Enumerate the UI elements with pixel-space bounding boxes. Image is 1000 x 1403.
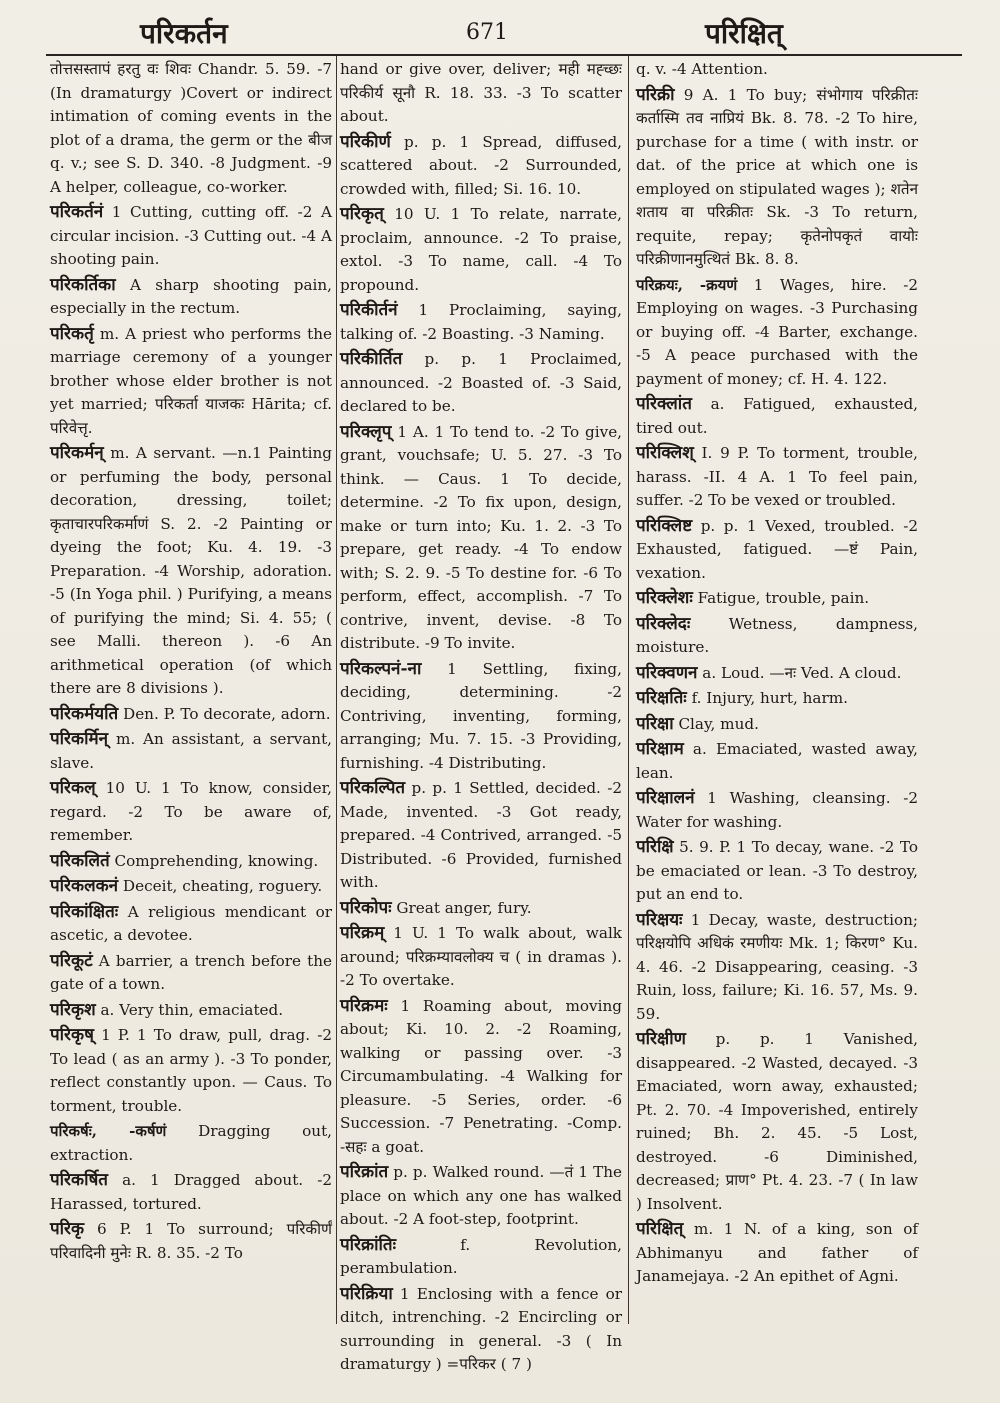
headword: परिकर्तृ [50,323,94,344]
definition-text: Wetness, dampness, moisture. [636,614,918,656]
definition-text: 10 U. 1 To relate, narrate, proclaim, announce. -2 To praise, extol. -3 To name, call. -4 To propound. [340,205,622,294]
definition-text: 1 Enclosing with a fence or ditch, intrenching. -2 Encircling or surrounding in general. -3 ( In dramaturgy ) =परिकर ( 7 ) [340,1284,623,1373]
headword: परिक्री [636,84,675,105]
headword: परिकर्षित [50,1170,108,1190]
headword: परिकृष् [50,1025,94,1045]
dictionary-entry [50,58,332,199]
dictionary-entry [50,901,332,948]
dictionary-entry [50,703,332,727]
headword: परिक्षित् [636,1219,684,1239]
headword: परिकलितं [50,850,110,871]
headword: परिक्रम् [340,923,385,943]
dictionary-entry [340,58,622,129]
headword: परिक्रिया [340,1283,393,1304]
dictionary-entry [50,323,332,441]
definition-text: p. p. 1 Spread, diffused, scattered about. -2 Surrounded, crowded with, filled; Si. 16. 10. [340,132,622,198]
dictionary-entry [50,442,332,701]
dictionary-entry [636,84,918,272]
dictionary-entry [50,875,332,899]
definition-text: m. A priest who performs the marriage ceremony of a younger brother whose elder brother is not yet married; परिकर्ता याजकः Hārita; cf. परिवेत्तृ. [50,324,332,437]
headword: परिकल् [50,778,96,798]
headword: परिकीर्तनं [340,300,398,320]
dictionary-entry [340,897,622,921]
dictionary-entry [340,299,622,346]
definition-text: a. Emaciated, wasted away, lean. [636,740,918,782]
headword: परिक्लेशः [636,588,693,608]
dictionary-entry [636,58,918,82]
definition-text: A sharp shooting pain, especially in the rectum. [50,275,333,317]
definition-text: 1 U. 1 To walk about, walk around; परिक्रम्यावलोक्य च ( in dramas ). -2 To overtake. [340,924,623,989]
definition-text: Comprehending, knowing. [114,851,319,870]
dictionary-entry [340,777,622,895]
headword: परिकर्मयति [50,703,119,724]
header-rule [46,54,962,56]
headword: परिक्रयः, -क्रयणं [636,275,738,294]
headword: परिक्वणन [636,662,698,683]
headword: परिक्रमः [340,995,388,1016]
definition-text: 1 P. 1 To draw, pull, drag. -2 To lead ( as an army ). -3 To ponder, reflect constantly upon. — Caus. To torment, trouble. [50,1026,332,1115]
definition-text: Deceit, cheating, roguery. [122,877,323,895]
headword: परिक्षाम [636,739,684,759]
definition-text: 1 Roaming about, moving about; Ki. 10. 2. -2 Roaming, walking or passing over. -3 Circumambulating. -4 Walking for pleasure. -5 Series, order. -6 Succession. -7 Penetrating. -Comp. -सहः a goat. [340,996,622,1156]
dictionary-entry [636,1028,918,1216]
definition-text: 6 P. 1 To surround; परिकीर्णं परिवादिनी मुनेः R. 8. 35. -2 To [50,1220,333,1262]
dictionary-entry [50,950,332,997]
definition-text: A barrier, a trench before the gate of a town. [50,951,332,993]
dictionary-entry [340,203,622,297]
headword: परिक्षीण [636,1029,686,1049]
definition-text: Den. P. To decorate, adorn. [123,704,331,723]
dictionary-entry [340,922,622,993]
running-head-left: परिकर्तन [140,17,228,50]
definition-text: p. p. 1 Proclaimed, announced. -2 Boasted of. -3 Said, declared to be. [340,350,622,415]
definition-text: f. Injury, hurt, harm. [691,689,848,707]
dictionary-entry [50,1024,332,1118]
headword: परिक्रांतिः [340,1234,396,1255]
headword: परिकल्पित [340,778,406,798]
dictionary-entry [50,201,332,272]
dictionary-entry [50,274,332,321]
headword: परिकल्पनं-ना [340,658,422,679]
definition-text: 5. 9. P. 1 To decay, wane. -2 To be emaciated or lean. -3 To destroy, put an end to. [636,838,918,903]
dictionary-entry [636,909,918,1027]
dictionary-entry [636,613,918,660]
definition-text: A religious mendicant or ascetic, a devotee. [50,902,333,944]
headword: परिक्रांत [340,1162,389,1182]
definition-text: m. An assistant, a servant, slave. [50,730,332,772]
dictionary-entry [50,777,332,848]
definition-text: I. 9 P. To torment, trouble, harass. -II. 4 A. 1 To feel pain, suffer. -2 To be vexed or troubled. [636,444,919,509]
headword: परिक्षालनं [636,788,695,808]
dictionary-entry [636,713,918,737]
definition-text: 1 Decay, waste, destruction; परिक्षयोपि अधिकं रमणीयः Mk. 1; किरण° Ku. 4. 46. -2 Disappearing, ceasing. -3 Ruin, loss, failure; Ki. 16. 57, Ms. 9. 59. [636,910,919,1023]
headword: परिक्लेदः [636,613,691,634]
headword: परिक्षतिः [636,688,687,708]
dictionary-entry [50,999,332,1023]
headword: परिक्षयः [636,909,683,930]
dictionary-entry [50,728,332,775]
definition-text: Fatigue, trouble, pain. [697,589,870,607]
definition-text: 9 A. 1 To buy; संभोगाय परिक्रीतः कर्तास्मि तव नाप्रियं Bk. 8. 78. -2 To hire, purchase for a time ( with instr. or dat. of the price at which one is employed on stipulated wages ); शतेन शताय वा परिक्रीतः Sk. -3 To return, requite, repay; कृतेनोपकृतं वायोः परिक्रीणानमुत्थितं Bk. 8. 8. [636,85,918,268]
dictionary-entry [636,587,918,611]
definition-text: f. Revolution, perambulation. [340,1235,622,1277]
headword: परिकृश [50,999,96,1020]
definition-text: 1 Cutting, cutting off. -2 A circular incision. -3 Cutting out. -4 A shooting pain. [50,203,333,268]
dictionary-entry [636,836,918,907]
definition-text: a. Very thin, emaciated. [100,1000,284,1019]
definition-text: m. 1 N. of a king, son of Abhimanyu and father of Janamejaya. -2 An epithet of Agni. [636,1220,918,1285]
dictionary-entry [50,1120,332,1167]
headword: परिक्षि [636,837,674,857]
definition-text: q. v. -4 Attention. [636,60,768,78]
definition-text: a. Fatigued, exhausted, tired out. [636,395,918,437]
page-number: 671 [466,20,508,45]
dictionary-entry [340,1283,622,1377]
definition-text: hand or give over, deliver; मही मह्च्छः परिकीर्य सूनौ R. 18. 33. -3 To scatter about. [340,60,622,125]
running-head-right: परिक्षित् [705,17,783,50]
headword: परिकांक्षितः [50,901,119,922]
headword: परिकूटं [50,950,93,971]
headword: परिकोपः [340,897,392,918]
headword: परिक्लिश् [636,443,694,463]
definition-text: 1 Washing, cleansing. -2 Water for washing. [636,789,918,831]
headword: परिक्षा [636,713,674,734]
definition-text: p. p. 1 Vanished, disappeared. -2 Wasted, decayed. -3 Emaciated, worn away, exhausted; Pt. 2. 70. -4 Impoverished, entirely ruined; Bh. 2. 45. -5 Lost, destroyed. -6 Diminished, decreased; प्राण° Pt. 4. 23. -7 ( In law ) Insolvent. [636,1030,919,1213]
headword: परिकीर्ण [340,131,391,152]
dictionary-entry [340,421,622,656]
dictionary-entry [50,850,332,874]
headword: परिकर्षः, -कर्षणं [50,1122,167,1140]
headword: परिकीर्तित [340,349,403,369]
definition-text: तोत्तसस्तापं हरतु वः शिवः Chandr. 5. 59. -7 (In dramaturgy )Covert or indirect intimation of coming events in the plot of a drama, the germ or the बीज q. v.; see S. D. 340. -8 Judgment. -9 A helper, colleague, co-worker. [50,60,332,196]
definition-text: Great anger, fury. [396,898,532,917]
dictionary-entry [340,658,622,776]
headword: परिकृत् [340,204,384,224]
dictionary-entry [50,1218,332,1265]
dictionary-entry [636,662,918,686]
definition-text: m. A servant. —n.1 Painting or perfuming the body, personal decoration, dressing, toilet; कृताचारपरिकर्माणं S. 2. -2 Painting or dyeing the foot; Ku. 4. 19. -3 Preparation. -4 Worship, adoration. -5 (In Yoga phil. ) Purifying, a means of purifying the mind; Si. 4. 55; ( see Malli. thereon ). -6 An arithmetical operation (of which there are 8 divisions ). [50,444,332,697]
dictionary-entry [636,274,918,392]
dictionary-entry [50,1169,332,1216]
dictionary-entry [340,1234,622,1281]
dictionary-entry [636,515,918,586]
column-2 [340,58,623,1373]
headword: परिकर्मिन् [50,729,109,749]
headword: परिक्लांत [636,394,692,414]
dictionary-entry [636,393,918,440]
dictionary-entry [340,348,622,419]
definition-text: Clay, mud. [678,714,759,733]
definition-text: p. p. 1 Vexed, troubled. -2 Exhausted, fatigued. —ष्टं Pain, vexation. [636,516,919,582]
dictionary-entry [636,787,918,834]
definition-text: a. 1 Dragged about. -2 Harassed, tortured. [50,1171,332,1213]
headword: परिक्लृप् [340,421,392,442]
headword: परिकलकनं [50,876,119,896]
column-divider [628,56,629,1324]
definition-text: 1 Proclaiming, saying, talking of. -2 Boasting. -3 Naming. [340,301,622,343]
dictionary-entry [340,131,622,202]
dictionary-entry [340,1161,622,1232]
headword: परिकृ [50,1219,85,1239]
column-1 [50,58,332,1320]
definition-text: 1 Wages, hire. -2 Employing on wages. -3 Purchasing or buying off. -4 Barter, exchange. -5 A peace purchased with the payment of money; cf. H. 4. 122. [636,275,918,388]
dictionary-entry [636,738,918,785]
headword: परिकर्मन् [50,443,104,463]
headword: परिकर्तिका [50,274,116,295]
dictionary-entry [636,1218,918,1289]
definition-text: a. Loud. —नः Ved. A cloud. [702,663,902,682]
dictionary-entry [636,442,918,513]
definition-text: 10 U. 1 To know, consider, regard. -2 To be aware of, remember. [50,779,332,844]
column-divider [336,56,337,1324]
column-3 [636,58,918,1320]
dictionary-entry [340,995,622,1160]
definition-text: p. p. Walked round. —तं 1 The place on which any one has walked about. -2 A foot-step, footprint. [340,1163,623,1228]
headword: परिकर्तनं [50,202,104,222]
definition-text: 1 Settling, fixing, deciding, determining. -2 Contriving, inventing, forming, arranging; Mu. 7. 15. -3 Providing, furnishing. -4 Distributing. [340,659,622,772]
definition-text: p. p. 1 Settled, decided. -2 Made, invented. -3 Got ready, prepared. -4 Contrived, arranged. -5 Distributed. -6 Provided, furnished with. [340,779,623,891]
headword: परिक्लिष्ट [636,515,693,536]
definition-text: 1 A. 1 To tend to. -2 To give, grant, vouchsafe; U. 5. 27. -3 To think. — Caus. 1 To decide, determine. -2 To fix upon, design, make or turn into; Ku. 1. 2. -3 To prepare, get ready. -4 To endow with; S. 2. 9. -5 To destine for. -6 To perform, effect, accomplish. -7 To contrive, invent, devise. -8 To distribute. -9 To invite. [340,422,623,652]
definition-text: Dragging out, extraction. [50,1122,332,1164]
dictionary-entry [636,687,918,711]
